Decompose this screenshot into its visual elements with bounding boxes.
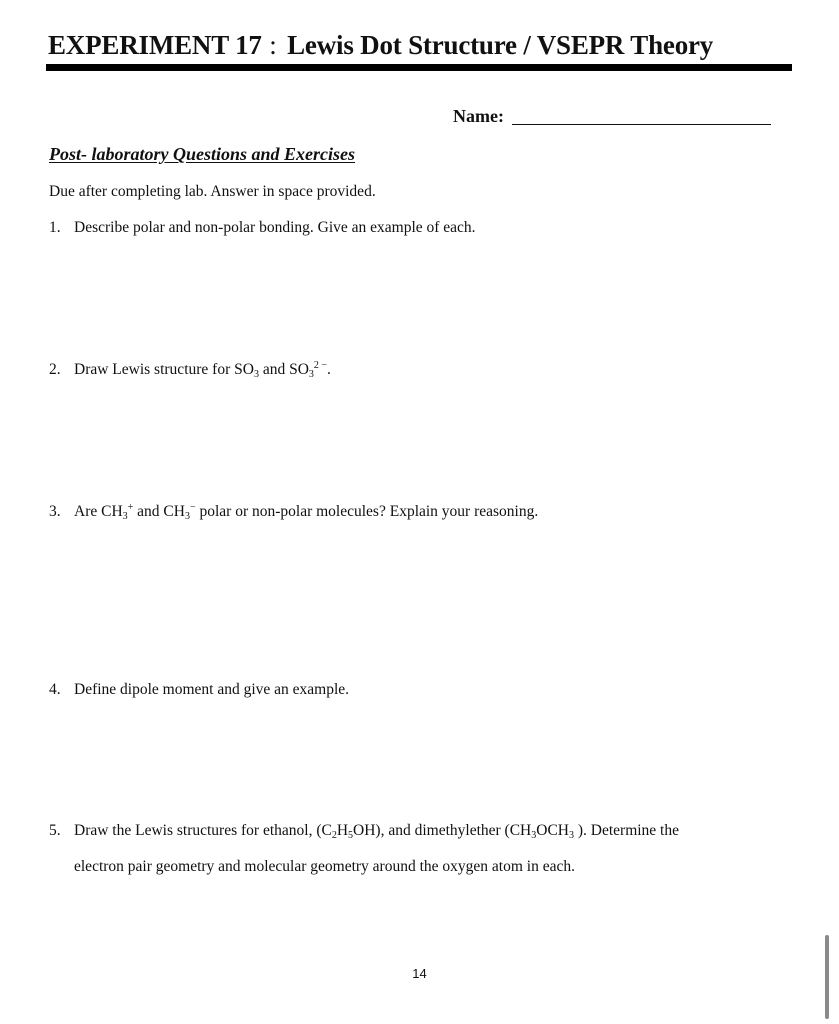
subscript: 2 bbox=[331, 830, 337, 841]
intro-text: Due after completing lab. Answer in space provided. bbox=[49, 183, 376, 200]
question-text: Describe polar and non-polar bonding. Give an example of each. bbox=[74, 219, 476, 236]
question-number: 5. bbox=[49, 822, 61, 839]
question-5 bbox=[49, 822, 679, 840]
question-number: 4. bbox=[49, 681, 61, 698]
superscript: 2 − bbox=[313, 360, 328, 371]
subscript: 3 bbox=[122, 511, 128, 522]
subscript: 3 bbox=[253, 369, 259, 380]
subscript: 3 bbox=[184, 511, 190, 522]
title-rule bbox=[46, 64, 792, 71]
question-number: 2. bbox=[49, 361, 61, 378]
subscript: 3 bbox=[568, 830, 574, 841]
question-text-part: ). Determine the bbox=[573, 822, 679, 839]
question-number: 3. bbox=[49, 503, 61, 520]
question-2 bbox=[49, 361, 331, 379]
question-text-part: OH), and dimethylether (CH bbox=[353, 822, 532, 839]
question-text-part: and CH bbox=[133, 503, 185, 520]
subscript: 3 bbox=[308, 369, 314, 380]
question-text-part: polar or non-polar molecules? Explain your reasoning. bbox=[195, 503, 539, 520]
question-3 bbox=[49, 503, 538, 521]
question-text-part: Draw the Lewis structures for ethanol, (C bbox=[74, 822, 332, 839]
name-blank-line[interactable] bbox=[512, 124, 771, 125]
superscript: − bbox=[189, 502, 196, 513]
page-title bbox=[48, 30, 713, 61]
question-text-part: . bbox=[327, 361, 331, 378]
question-text-part: Are CH bbox=[74, 503, 123, 520]
experiment-number: EXPERIMENT 17 bbox=[48, 30, 262, 60]
section-heading: Post- laboratory Questions and Exercises bbox=[49, 144, 356, 164]
scrollbar-thumb[interactable] bbox=[825, 935, 829, 1019]
page-number: 14 bbox=[412, 966, 427, 981]
question-text-part: OCH bbox=[536, 822, 569, 839]
subscript: 3 bbox=[531, 830, 537, 841]
question-1 bbox=[49, 219, 476, 237]
question-text-part: H bbox=[336, 822, 349, 839]
experiment-topic: Lewis Dot Structure / VSEPR Theory bbox=[287, 30, 714, 60]
question-text: Define dipole moment and give an example. bbox=[74, 681, 350, 698]
superscript: + bbox=[127, 502, 134, 513]
name-label: Name: bbox=[453, 106, 504, 126]
question-4 bbox=[49, 681, 349, 699]
question-text-part: and SO bbox=[258, 361, 309, 378]
subscript: 5 bbox=[348, 830, 354, 841]
question-5-continuation: electron pair geometry and molecular geometry around the oxygen atom in each. bbox=[74, 858, 575, 875]
question-number: 1. bbox=[49, 219, 61, 236]
title-colon: : bbox=[269, 30, 277, 60]
question-text-part: Draw Lewis structure for SO bbox=[74, 361, 254, 378]
